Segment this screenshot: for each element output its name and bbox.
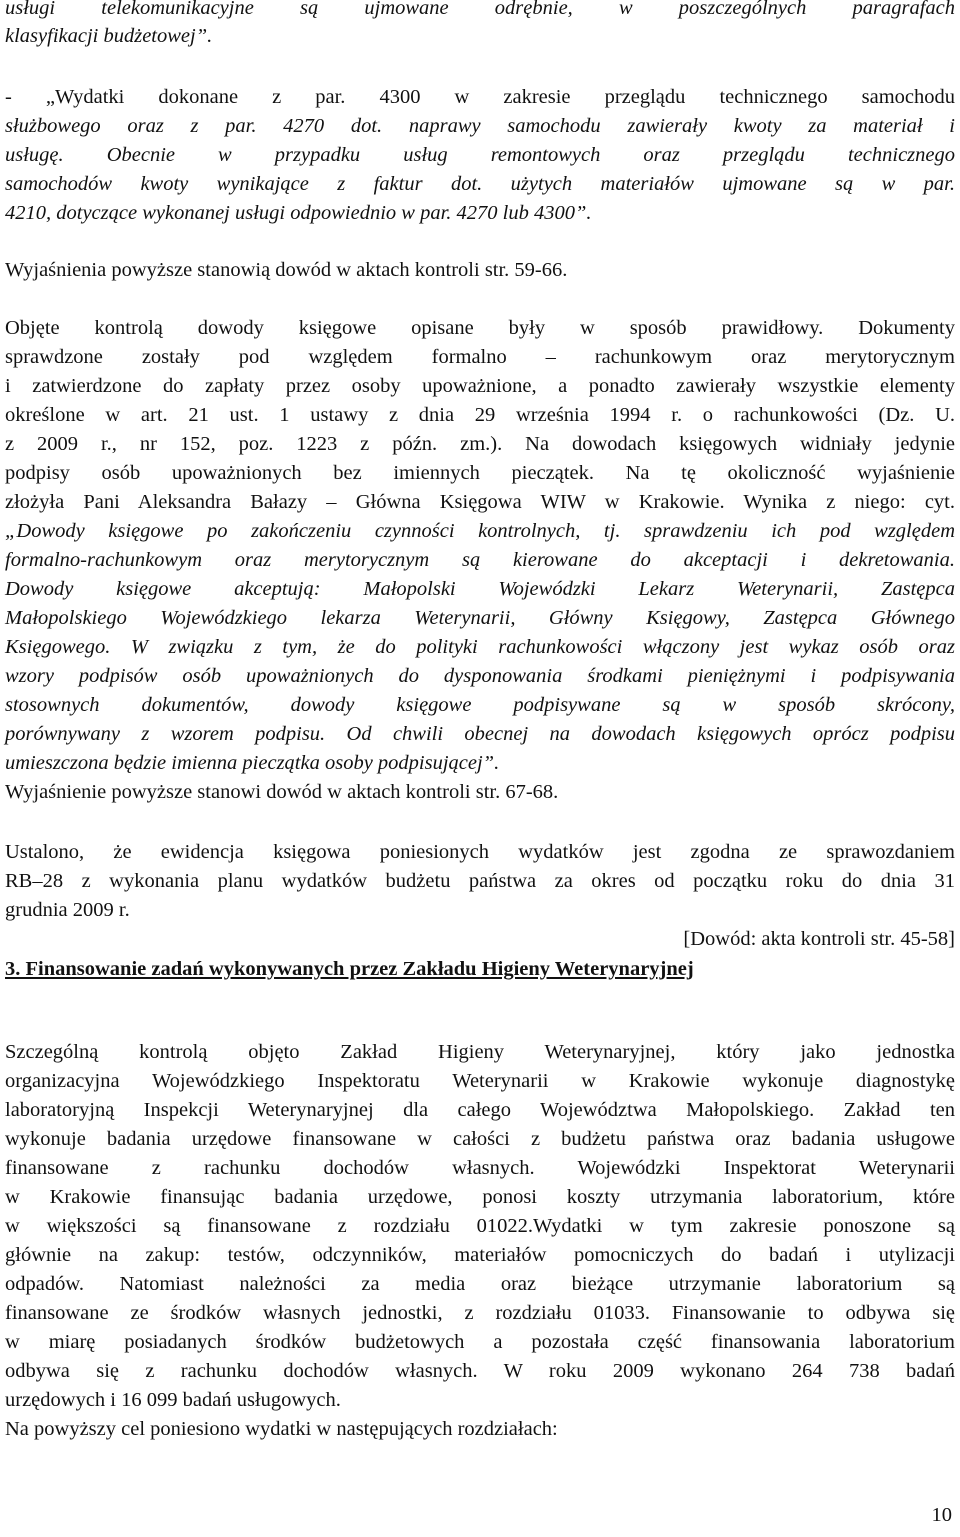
text-line: stosownych dokumentów, dowody księgowe podpisywane są w sposób skrócony, xyxy=(5,694,955,716)
text-line: finansowane ze środków własnych jednostki, z rozdziału 01033. Finansowanie to odbywa się xyxy=(5,1302,955,1324)
text-line: usługi telekomunikacyjne są ujmowane odrębnie, w poszczególnych paragrafach xyxy=(5,0,955,19)
text-line: głównie na zakup: testów, odczynników, materiałów pomocniczych do badań i utylizacji xyxy=(5,1244,955,1266)
text-line: RB–28 z wykonania planu wydatków budżetu państwa za okres od początku roku do dnia 31 xyxy=(5,870,955,892)
text-line: formalno-rachunkowym oraz merytorycznym są kierowane do akceptacji i dekretowania. xyxy=(5,549,955,571)
text-line: wzory podpisów osób upoważnionych do dysponowania środkami pieniężnymi i podpisywania xyxy=(5,665,955,687)
text-line: „Dowody księgowe po zakończeniu czynności kontrolnych, tj. sprawdzeniu ich pod względem xyxy=(5,520,955,542)
text-line: w miarę posiadanych środków budżetowych a pozostała część finansowania laboratorium xyxy=(5,1331,955,1353)
text-line: i zatwierdzone do zapłaty przez osoby upoważnione, a ponadto zawierały wszystkie elementy xyxy=(5,375,955,397)
text-line: sprawdzone zostały pod względem formalno – rachunkowym oraz merytorycznym xyxy=(5,346,955,368)
text-line: grudnia 2009 r. xyxy=(5,899,130,921)
text-line: wykonuje badania urzędowe finansowane w całości z budżetu państwa oraz badania usługowe xyxy=(5,1128,955,1150)
text-line: służbowego oraz z par. 4270 dot. naprawy samochodu zawierały kwoty za materiał i xyxy=(5,115,955,137)
text-line: Na powyższy cel poniesiono wydatki w następujących rozdziałach: xyxy=(5,1418,558,1440)
page-number: 10 xyxy=(931,1504,952,1526)
text-line: złożyła Pani Aleksandra Bałazy – Główna Księgowa WIW w Krakowie. Wynika z niego: cyt. xyxy=(5,491,955,513)
text-line: Wyjaśnienia powyższe stanowią dowód w aktach kontroli str. 59-66. xyxy=(5,259,568,281)
text-line: urzędowych i 16 099 badań usługowych. xyxy=(5,1389,341,1411)
text-line: samochodów kwoty wynikające z faktur dot. użytych materiałów ujmowane są w par. xyxy=(5,173,955,195)
text-line: Małopolskiego Wojewódzkiego lekarza Weterynarii, Główny Księgowy, Zastępca Głównego xyxy=(5,607,955,629)
text-line: Objęte kontrolą dowody księgowe opisane były w sposób prawidłowy. Dokumenty xyxy=(5,317,955,339)
text-line: klasyfikacji budżetowej”. xyxy=(5,25,213,47)
text-line: organizacyjna Wojewódzkiego Inspektoratu Weterynarii w Krakowie wykonuje diagnostykę xyxy=(5,1070,955,1092)
text-line: odpadów. Natomiast należności za media oraz bieżące utrzymanie laboratorium są xyxy=(5,1273,955,1295)
text-line: laboratoryjną Inspekcji Weterynaryjnej dla całego Województwa Małopolskiego. Zakład ten xyxy=(5,1099,955,1121)
text-line: określone w art. 21 ust. 1 ustawy z dnia 29 września 1994 r. o rachunkowości (Dz. U. xyxy=(5,404,955,426)
text-line: z 2009 r., nr 152, poz. 1223 z późn. zm.). Na dowodach księgowych widniały jedynie xyxy=(5,433,955,455)
text-line: umieszczona będzie imienna pieczątka osoby podpisującej”. xyxy=(5,752,500,774)
text-line: Ustalono, że ewidencja księgowa poniesionych wydatków jest zgodna ze sprawozdaniem xyxy=(5,841,955,863)
text-line: Szczególną kontrolą objęto Zakład Higieny Weterynaryjnej, który jako jednostka xyxy=(5,1041,955,1063)
text-line: finansowane z rachunku dochodów własnych. Wojewódzki Inspektorat Weterynarii xyxy=(5,1157,955,1179)
text-line: odbywa się z rachunku dochodów własnych. W roku 2009 wykonano 264 738 badań xyxy=(5,1360,955,1382)
text-line: w Krakowie finansując badania urzędowe, ponosi koszty utrzymania laboratorium, które xyxy=(5,1186,955,1208)
text-line: Dowody księgowe akceptują: Małopolski Wojewódzki Lekarz Weterynarii, Zastępca xyxy=(5,578,955,600)
text-line: porównywany z wzorem podpisu. Od chwili obecnej na dowodach księgowych oprócz podpisu xyxy=(5,723,955,745)
text-line: [Dowód: akta kontroli str. 45-58] xyxy=(683,928,955,950)
text-line: Księgowego. W związku z tym, że do polityki rachunkowości włączony jest wykaz osób oraz xyxy=(5,636,955,658)
text-line: - „Wydatki dokonane z par. 4300 w zakresie przeglądu technicznego samochodu xyxy=(5,86,955,108)
text-line: 4210, dotyczące wykonanej usługi odpowiednio w par. 4270 lub 4300”. xyxy=(5,202,592,224)
section-heading: 3. Finansowanie zadań wykonywanych przez Zakładu Higieny Weterynaryjnej xyxy=(5,958,694,980)
text-line: w większości są finansowane z rozdziału 01022.Wydatki w tym zakresie ponoszone są xyxy=(5,1215,955,1237)
text-line: usługę. Obecnie w przypadku usług remontowych oraz przeglądu technicznego xyxy=(5,144,955,166)
text-line: Wyjaśnienie powyższe stanowi dowód w aktach kontroli str. 67-68. xyxy=(5,781,559,803)
text-line: podpisy osób upoważnionych bez imiennych pieczątek. Na tę okoliczność wyjaśnienie xyxy=(5,462,955,484)
